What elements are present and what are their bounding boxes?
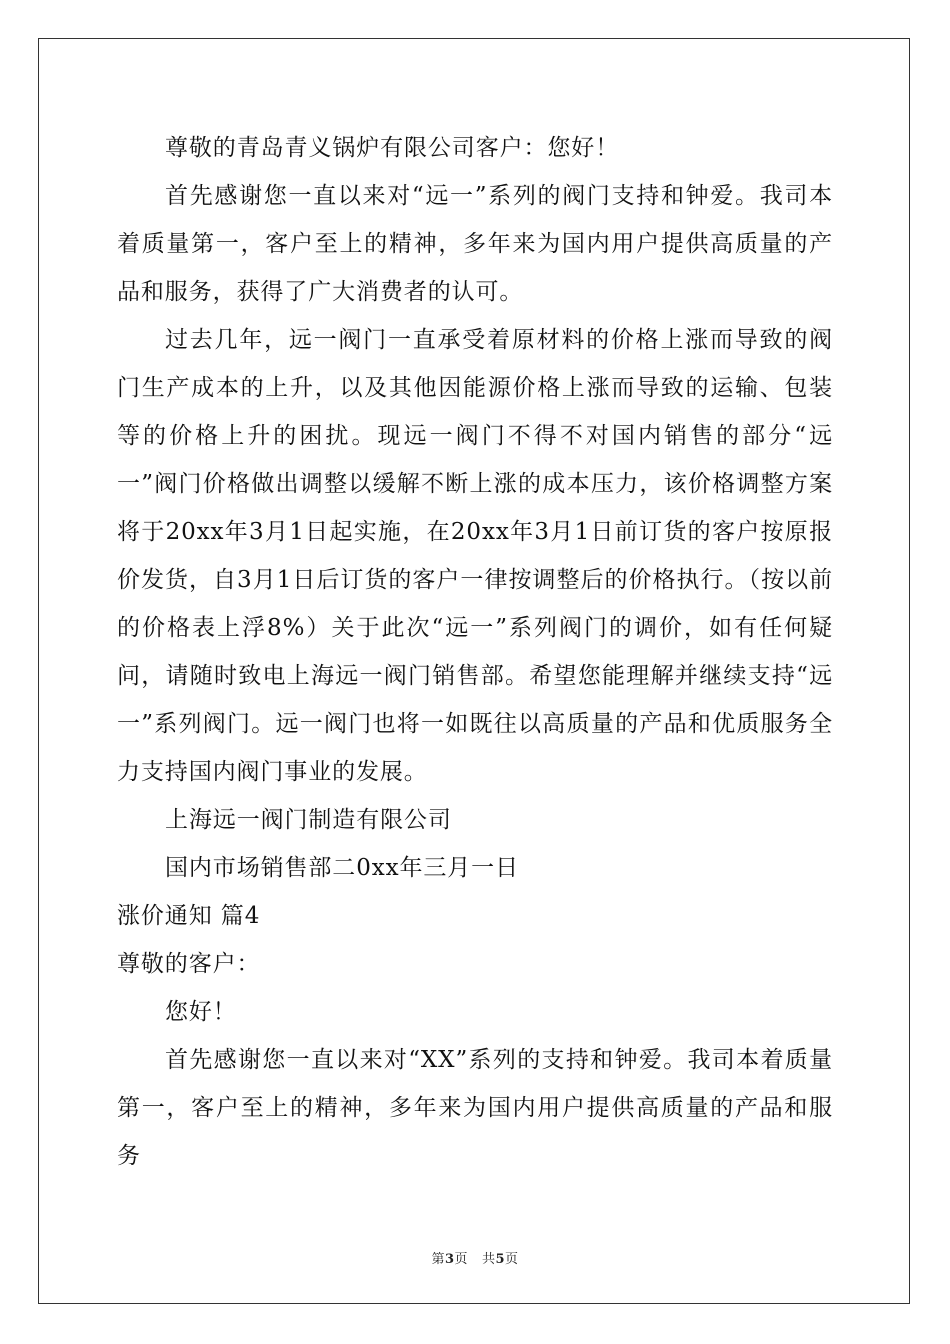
- signature-company: 上海远一阀门制造有限公司: [165, 807, 452, 833]
- footer-total-pages: 5: [495, 1252, 505, 1267]
- salutation: 尊敬的客户：: [117, 951, 261, 977]
- document-body: [117, 124, 833, 1180]
- section-heading: 涨价通知 篇4: [117, 903, 261, 929]
- footer-prefix: 第: [431, 1252, 445, 1267]
- paragraph-price-notice: 过去几年，远一阀门一直承受着原材料的价格上涨而导致的阀门生产成本的上升，以及其他因能源价格上涨而导致的运输、包装等的价格上升的困扰。现远一阀门不得不对国内销售的部分“远一”阀门价格做出调整以缓解不断上涨的成本压力，该价格调整方案将于20xx年3月1日起实施，在20xx年3月1日前订货的客户按原报价发货，自3月1日后订货的客户一律按调整后的价格执行。（按以前的价格表上浮8%）关于此次“远一”系列阀门的调价，如有任何疑问，请随时致电上海远一阀门销售部。希望您能理解并继续支持“远一”系列阀门。远一阀门也将一如既往以高质量的产品和优质服务全力支持国内阀门事业的发展。: [117, 327, 833, 785]
- footer-suffix: 页: [505, 1252, 519, 1267]
- paragraph-thanks-2: 首先感谢您一直以来对“XX”系列的支持和钟爱。我司本着质量第一，客户至上的精神，多年来为国内用户提供高质量的产品和服务: [117, 1047, 833, 1169]
- paragraph-greeting: 尊敬的青岛青义锅炉有限公司客户：您好！: [165, 135, 620, 161]
- page-footer: [0, 1248, 950, 1267]
- footer-middle: 页 共: [454, 1252, 496, 1267]
- signature-department-date: 国内市场销售部二0xx年三月一日: [165, 855, 519, 881]
- paragraph-hello: 您好！: [165, 999, 237, 1025]
- footer-current-page: 3: [445, 1252, 455, 1267]
- paragraph-thanks: 首先感谢您一直以来对“远一”系列的阀门支持和钟爱。我司本着质量第一，客户至上的精神，多年来为国内用户提供高质量的产品和服务，获得了广大消费者的认可。: [117, 183, 833, 305]
